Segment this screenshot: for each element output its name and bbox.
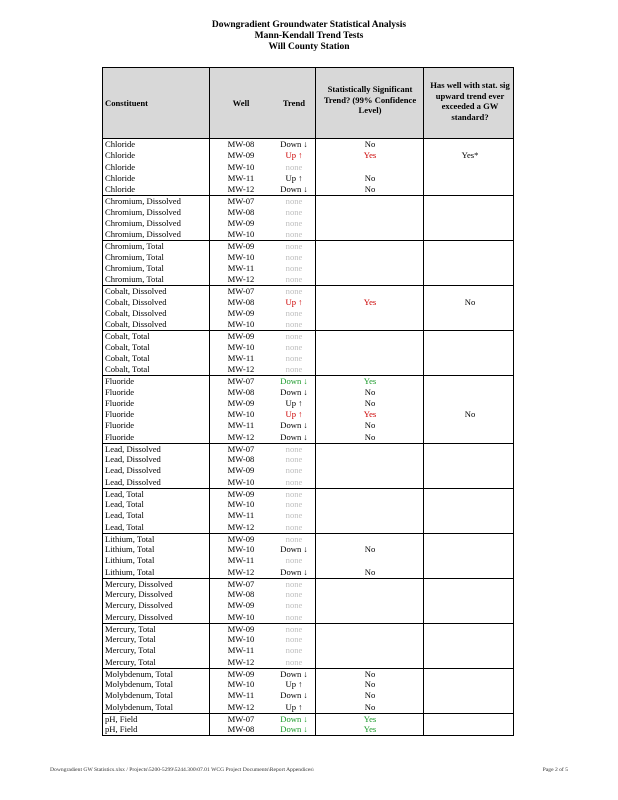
table-row bbox=[103, 319, 513, 330]
trend-cell: none bbox=[285, 331, 303, 342]
significant-cell: No bbox=[364, 184, 376, 194]
trend-cell: none bbox=[285, 499, 303, 509]
significant-cell: Yes bbox=[363, 150, 377, 161]
constituent-cell: Cobalt, Total bbox=[105, 341, 150, 352]
constituent-cell: Chloride bbox=[105, 172, 136, 183]
well-cell: MW-10 bbox=[227, 499, 255, 509]
well-cell: MW-11 bbox=[227, 645, 255, 656]
table-row bbox=[103, 477, 513, 488]
constituent-cell: Cobalt, Total bbox=[105, 352, 150, 363]
well-cell: MW-12 bbox=[227, 701, 255, 712]
table-row bbox=[103, 578, 513, 589]
significant-cell: Yes bbox=[363, 713, 377, 724]
report-subtitle: Mann-Kendall Trend Tests bbox=[254, 31, 364, 41]
table-row bbox=[103, 297, 513, 308]
well-cell: MW-09 bbox=[227, 600, 255, 611]
constituent-cell: Chromium, Dissolved bbox=[105, 196, 181, 207]
well-cell: MW-07 bbox=[227, 286, 255, 297]
table-row bbox=[103, 555, 513, 566]
constituent-cell: Chloride bbox=[105, 139, 136, 149]
well-cell: MW-09 bbox=[227, 533, 255, 544]
well-cell: MW-09 bbox=[227, 150, 255, 161]
constituent-cell: Fluoride bbox=[105, 397, 135, 408]
significant-cell: Yes bbox=[363, 409, 377, 419]
trend-cell: none bbox=[285, 510, 303, 521]
trend-cell: Down ↓ bbox=[280, 668, 308, 679]
well-cell: MW-10 bbox=[227, 251, 255, 262]
constituent-cell: Chromium, Total bbox=[105, 241, 164, 252]
well-cell: MW-08 bbox=[227, 206, 255, 217]
trend-cell: none bbox=[285, 623, 303, 634]
trend-cell: none bbox=[285, 589, 303, 599]
constituent-cell: Mercury, Total bbox=[105, 623, 156, 634]
trend-cell: none bbox=[285, 488, 303, 499]
trend-cell: Down ↓ bbox=[280, 724, 308, 734]
trend-cell: Up ↑ bbox=[285, 679, 303, 689]
constituent-cell: Lead, Dissolved bbox=[105, 476, 161, 487]
table-row bbox=[103, 207, 513, 218]
well-cell: MW-11 bbox=[227, 420, 255, 431]
table-row bbox=[103, 657, 513, 668]
constituent-cell: Lithium, Total bbox=[105, 555, 155, 566]
constituent-cell: pH, Field bbox=[105, 713, 138, 724]
header-significant: Statistically Significant Trend? (99% Confidence Level) bbox=[323, 84, 417, 115]
well-cell: MW-09 bbox=[227, 397, 255, 408]
constituent-cell: Chromium, Total bbox=[105, 262, 164, 273]
well-cell: MW-08 bbox=[227, 589, 255, 599]
well-cell: MW-08 bbox=[227, 296, 255, 307]
table-row bbox=[103, 465, 513, 476]
table-row bbox=[103, 364, 513, 375]
table-row bbox=[103, 522, 513, 533]
trend-cell: none bbox=[285, 555, 303, 566]
trend-cell: none bbox=[285, 274, 303, 284]
significant-cell: Yes bbox=[363, 296, 377, 307]
constituent-cell: Chloride bbox=[105, 150, 136, 161]
trend-cell: Up ↑ bbox=[285, 150, 303, 161]
trend-cell: Down ↓ bbox=[280, 184, 308, 194]
station-name: Will County Station bbox=[268, 42, 350, 52]
table-row bbox=[103, 612, 513, 623]
trend-cell: none bbox=[285, 465, 303, 476]
well-cell: MW-10 bbox=[227, 544, 255, 554]
constituent-cell: Mercury, Dissolved bbox=[105, 600, 173, 611]
table-row bbox=[103, 713, 513, 724]
well-cell: MW-08 bbox=[227, 454, 255, 464]
constituent-cell: Chromium, Dissolved bbox=[105, 217, 181, 228]
trend-cell: none bbox=[285, 645, 303, 656]
well-cell: MW-08 bbox=[227, 386, 255, 397]
trend-cell: none bbox=[285, 533, 303, 544]
trend-cell: none bbox=[285, 656, 303, 667]
trend-cell: none bbox=[285, 217, 303, 228]
well-cell: MW-07 bbox=[227, 443, 255, 454]
trend-cell: none bbox=[285, 364, 303, 374]
header-exceeded: Has well with stat. sig upward trend ever exceeded a GW standard? bbox=[430, 80, 510, 122]
table-row bbox=[103, 139, 513, 150]
trend-cell: none bbox=[285, 196, 303, 207]
well-cell: MW-10 bbox=[227, 229, 255, 239]
constituent-cell: Cobalt, Total bbox=[105, 364, 150, 374]
well-cell: MW-07 bbox=[227, 376, 255, 387]
table-row bbox=[103, 274, 513, 285]
trend-cell: Down ↓ bbox=[280, 420, 308, 431]
constituent-cell: Lithium, Total bbox=[105, 533, 155, 544]
constituent-cell: Molybdenum, Total bbox=[105, 668, 173, 679]
constituent-cell: Chloride bbox=[105, 161, 136, 172]
trend-cell: none bbox=[285, 229, 303, 239]
trend-cell: none bbox=[285, 251, 303, 262]
significant-cell: No bbox=[364, 544, 376, 554]
trend-cell: none bbox=[285, 286, 303, 297]
well-cell: MW-10 bbox=[227, 319, 255, 329]
well-cell: MW-12 bbox=[227, 566, 255, 577]
table-row bbox=[103, 308, 513, 319]
trend-cell: Down ↓ bbox=[280, 690, 308, 701]
well-cell: MW-07 bbox=[227, 196, 255, 207]
well-cell: MW-12 bbox=[227, 364, 255, 374]
trend-cell: Up ↑ bbox=[285, 701, 303, 712]
trend-cell: none bbox=[285, 578, 303, 589]
trend-cell: none bbox=[285, 476, 303, 487]
well-cell: MW-08 bbox=[227, 724, 255, 734]
well-cell: MW-10 bbox=[227, 634, 255, 644]
constituent-cell: Lead, Total bbox=[105, 510, 144, 521]
table-row bbox=[103, 443, 513, 454]
significant-cell: No bbox=[364, 566, 376, 577]
constituent-cell: Chloride bbox=[105, 184, 136, 194]
constituent-cell: Mercury, Total bbox=[105, 634, 156, 644]
trend-cell: none bbox=[285, 307, 303, 318]
well-cell: MW-11 bbox=[227, 510, 255, 521]
table-row bbox=[103, 600, 513, 611]
table-header bbox=[102, 67, 514, 139]
constituent-cell: Chromium, Dissolved bbox=[105, 206, 181, 217]
constituent-cell: Lead, Dissolved bbox=[105, 454, 161, 464]
significant-cell: No bbox=[364, 679, 376, 689]
well-cell: MW-11 bbox=[227, 262, 255, 273]
footer-path: Downgradient GW Statistics.xlsx / Projects\5200-5299\5244.300\07.01 WCG Project Documents\Report Appendices\ bbox=[50, 767, 315, 773]
table-row bbox=[103, 589, 513, 600]
table-row bbox=[103, 420, 513, 431]
significant-cell: No bbox=[364, 420, 376, 431]
exceeded-cell: No bbox=[464, 296, 476, 307]
trend-cell: none bbox=[285, 352, 303, 363]
table-row bbox=[103, 499, 513, 510]
trend-cell: none bbox=[285, 319, 303, 329]
well-cell: MW-10 bbox=[227, 679, 255, 689]
well-cell: MW-12 bbox=[227, 431, 255, 442]
well-cell: MW-12 bbox=[227, 521, 255, 532]
table-row bbox=[103, 218, 513, 229]
significant-cell: No bbox=[364, 690, 376, 701]
constituent-cell: Cobalt, Dissolved bbox=[105, 319, 167, 329]
constituent-cell: Mercury, Dissolved bbox=[105, 578, 173, 589]
significant-cell: No bbox=[364, 701, 376, 712]
table-row bbox=[103, 724, 513, 735]
table-row bbox=[103, 702, 513, 713]
well-cell: MW-10 bbox=[227, 409, 255, 419]
significant-cell: No bbox=[364, 139, 376, 149]
table-body bbox=[102, 139, 514, 736]
table-row bbox=[103, 285, 513, 296]
trend-cell: none bbox=[285, 206, 303, 217]
well-cell: MW-07 bbox=[227, 713, 255, 724]
table-row bbox=[103, 263, 513, 274]
trend-cell: Down ↓ bbox=[280, 386, 308, 397]
significant-cell: No bbox=[364, 668, 376, 679]
header-well: Well bbox=[232, 98, 250, 108]
table-row bbox=[103, 173, 513, 184]
constituent-cell: Fluoride bbox=[105, 376, 135, 387]
trend-cell: none bbox=[285, 341, 303, 352]
trend-cell: none bbox=[285, 241, 303, 252]
trend-cell: none bbox=[285, 600, 303, 611]
table-row bbox=[103, 544, 513, 555]
well-cell: MW-09 bbox=[227, 465, 255, 476]
page-number: Page 2 of 5 bbox=[542, 767, 568, 773]
trend-cell: Down ↓ bbox=[280, 431, 308, 442]
trend-cell: none bbox=[285, 521, 303, 532]
table-row bbox=[103, 150, 513, 161]
table-row bbox=[103, 679, 513, 690]
table-row bbox=[103, 409, 513, 420]
constituent-cell: Mercury, Total bbox=[105, 645, 156, 656]
significant-cell: No bbox=[364, 172, 376, 183]
well-cell: MW-12 bbox=[227, 656, 255, 667]
significant-cell: No bbox=[364, 431, 376, 442]
well-cell: MW-09 bbox=[227, 488, 255, 499]
header-constituent: Constituent bbox=[105, 98, 148, 108]
table-row bbox=[103, 387, 513, 398]
constituent-cell: Chromium, Total bbox=[105, 251, 164, 262]
trend-cell: none bbox=[285, 443, 303, 454]
table-row bbox=[103, 342, 513, 353]
well-cell: MW-10 bbox=[227, 161, 255, 172]
trend-cell: Down ↓ bbox=[280, 376, 308, 387]
trend-table bbox=[102, 67, 514, 736]
well-cell: MW-09 bbox=[227, 241, 255, 252]
constituent-cell: Lead, Total bbox=[105, 488, 144, 499]
constituent-cell: Mercury, Dissolved bbox=[105, 589, 173, 599]
well-cell: MW-10 bbox=[227, 341, 255, 352]
constituent-cell: Molybdenum, Total bbox=[105, 690, 173, 701]
constituent-cell: Lithium, Total bbox=[105, 566, 155, 577]
table-row bbox=[103, 488, 513, 499]
constituent-cell: Cobalt, Dissolved bbox=[105, 296, 167, 307]
trend-cell: Down ↓ bbox=[280, 713, 308, 724]
table-row bbox=[103, 229, 513, 240]
trend-cell: none bbox=[285, 454, 303, 464]
exceeded-cell: Yes* bbox=[461, 150, 479, 161]
constituent-cell: Fluoride bbox=[105, 431, 135, 442]
well-cell: MW-09 bbox=[227, 307, 255, 318]
well-cell: MW-09 bbox=[227, 623, 255, 634]
table-row bbox=[103, 690, 513, 701]
well-cell: MW-07 bbox=[227, 578, 255, 589]
table-row bbox=[103, 195, 513, 206]
table-row bbox=[103, 184, 513, 195]
trend-cell: Down ↓ bbox=[280, 139, 308, 149]
table-row bbox=[103, 668, 513, 679]
table-row bbox=[103, 330, 513, 341]
well-cell: MW-12 bbox=[227, 184, 255, 194]
constituent-cell: Lead, Total bbox=[105, 499, 144, 509]
well-cell: MW-09 bbox=[227, 217, 255, 228]
constituent-cell: Lead, Dissolved bbox=[105, 465, 161, 476]
constituent-cell: Mercury, Total bbox=[105, 656, 156, 667]
well-cell: MW-09 bbox=[227, 331, 255, 342]
table-row bbox=[103, 634, 513, 645]
trend-cell: Up ↑ bbox=[285, 397, 303, 408]
significant-cell: Yes bbox=[363, 376, 377, 387]
well-cell: MW-11 bbox=[227, 555, 255, 566]
well-cell: MW-11 bbox=[227, 172, 255, 183]
well-cell: MW-11 bbox=[227, 690, 255, 701]
header-trend: Trend bbox=[282, 98, 306, 108]
table-row bbox=[103, 375, 513, 386]
constituent-cell: Chromium, Total bbox=[105, 274, 164, 284]
table-row bbox=[103, 567, 513, 578]
constituent-cell: pH, Field bbox=[105, 724, 138, 734]
table-row bbox=[103, 645, 513, 656]
significant-cell: Yes bbox=[363, 724, 377, 734]
significant-cell: No bbox=[364, 386, 376, 397]
trend-cell: Down ↓ bbox=[280, 544, 308, 554]
trend-cell: Down ↓ bbox=[280, 566, 308, 577]
significant-cell: No bbox=[364, 397, 376, 408]
constituent-cell: Mercury, Dissolved bbox=[105, 611, 173, 622]
constituent-cell: Lithium, Total bbox=[105, 544, 155, 554]
constituent-cell: Fluoride bbox=[105, 409, 135, 419]
trend-cell: Up ↑ bbox=[285, 296, 303, 307]
constituent-cell: Cobalt, Total bbox=[105, 331, 150, 342]
trend-cell: none bbox=[285, 161, 303, 172]
well-cell: MW-11 bbox=[227, 352, 255, 363]
well-cell: MW-10 bbox=[227, 611, 255, 622]
table-row bbox=[103, 353, 513, 364]
well-cell: MW-08 bbox=[227, 139, 255, 149]
well-cell: MW-09 bbox=[227, 668, 255, 679]
constituent-cell: Fluoride bbox=[105, 386, 135, 397]
table-row bbox=[103, 252, 513, 263]
exceeded-cell: No bbox=[464, 409, 476, 419]
constituent-cell: Lead, Dissolved bbox=[105, 443, 161, 454]
constituent-cell: Molybdenum, Total bbox=[105, 701, 173, 712]
trend-cell: none bbox=[285, 634, 303, 644]
table-row bbox=[103, 162, 513, 173]
constituent-cell: Cobalt, Dissolved bbox=[105, 286, 167, 297]
constituent-cell: Molybdenum, Total bbox=[105, 679, 173, 689]
trend-cell: none bbox=[285, 262, 303, 273]
table-row bbox=[103, 240, 513, 251]
well-cell: MW-12 bbox=[227, 274, 255, 284]
table-row bbox=[103, 454, 513, 465]
constituent-cell: Cobalt, Dissolved bbox=[105, 307, 167, 318]
constituent-cell: Fluoride bbox=[105, 420, 135, 431]
table-row bbox=[103, 398, 513, 409]
table-row bbox=[103, 623, 513, 634]
table-row bbox=[103, 533, 513, 544]
trend-cell: Up ↑ bbox=[285, 409, 303, 419]
constituent-cell: Lead, Total bbox=[105, 521, 144, 532]
trend-cell: none bbox=[285, 611, 303, 622]
trend-cell: Up ↑ bbox=[285, 172, 303, 183]
table-row bbox=[103, 432, 513, 443]
constituent-cell: Chromium, Dissolved bbox=[105, 229, 181, 239]
table-row bbox=[103, 510, 513, 521]
report-title: Downgradient Groundwater Statistical Analysis bbox=[211, 20, 407, 30]
well-cell: MW-10 bbox=[227, 476, 255, 487]
